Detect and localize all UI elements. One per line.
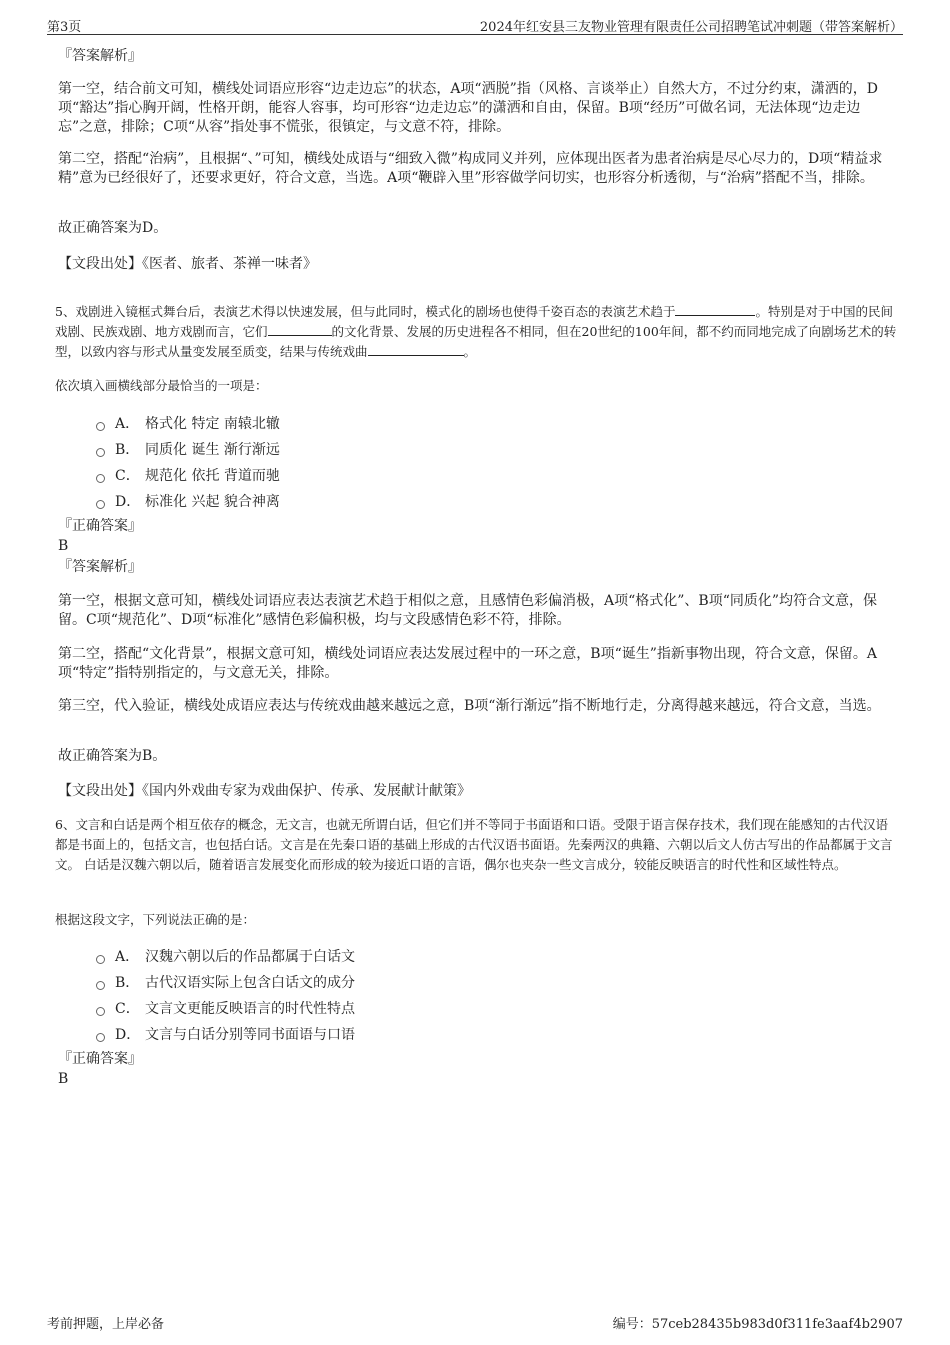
q6-options bbox=[96, 943, 355, 1047]
blank-1 bbox=[675, 303, 755, 316]
q5-analysis-p3: 第三空，代入验证，横线处成语应表达与传统戏曲越来越远之意，B项“渐行渐远”指不断地行走，分离得越来越远，符合文意，当选。 bbox=[58, 698, 881, 714]
radio-icon[interactable] bbox=[96, 1007, 105, 1016]
q5-option-b[interactable]: B． 同质化 诞生 渐行渐远 bbox=[96, 436, 280, 462]
q5-prompt: 依次填入画横线部分最恰当的一项是： bbox=[55, 378, 268, 393]
page-header bbox=[47, 14, 903, 35]
q6-option-d[interactable]: D． 文言与白话分别等同书面语与口语 bbox=[96, 1021, 355, 1047]
document-title: 2024年红安县三友物业管理有限责任公司招聘笔试冲刺题（带答案解析） bbox=[479, 20, 903, 35]
q6-prompt: 根据这段文字，下列说法正确的是： bbox=[55, 912, 256, 927]
radio-icon[interactable] bbox=[96, 422, 105, 431]
q5-analysis-label: 『答案解析』 bbox=[58, 559, 142, 575]
radio-icon[interactable] bbox=[96, 981, 105, 990]
blank-2 bbox=[268, 323, 332, 336]
q5-answer: B bbox=[58, 538, 69, 554]
footer-code: 编号：57ceb28435b983d0f311fe3aaf4b2907 bbox=[612, 1317, 903, 1332]
q5-stem: 5、戏剧进入镜框式舞台后，表演艺术得以快速发展，但与此同时，模式化的剧场也使得千姿百态的表演艺术趋于 。特别是对于中国的民间戏剧、民族戏剧、地方戏剧而言，它们 的文化背景、发展的历史进程各不相同，但在20世纪的100年间，都不约而同地完成了向剧场艺术的转型，以致内容与形式从量变发展至质变，结果与传统戏曲 。 bbox=[55, 304, 897, 359]
q5-conclusion: 故正确答案为B。 bbox=[58, 748, 167, 764]
q5-answer-label: 『正确答案』 bbox=[58, 518, 142, 534]
q6-option-b[interactable]: B． 古代汉语实际上包含白话文的成分 bbox=[96, 969, 355, 995]
q5-options bbox=[96, 410, 280, 514]
q6-answer: B bbox=[58, 1071, 69, 1087]
q5-analysis-p2: 第二空，搭配“文化背景”，根据文意可知，横线处词语应表达发展过程中的一环之意，B项“诞生”指新事物出现，符合文意，保留。A项“特定”指特别指定的，与文意无关，排除。 bbox=[58, 646, 878, 681]
radio-icon[interactable] bbox=[96, 474, 105, 483]
blank-3 bbox=[368, 343, 464, 356]
q5-analysis-p1: 第一空，根据文意可知，横线处词语应表达表演艺术趋于相似之意，且感情色彩偏消极，A项“格式化”、B项“同质化”均符合文意，保留。C项“规范化”、D项“标准化”感情色彩偏积极，均与文段感情色彩不符，排除。 bbox=[58, 593, 878, 628]
q4-conclusion: 故正确答案为D。 bbox=[58, 220, 168, 236]
q6-option-a[interactable]: A． 汉魏六朝以后的作品都属于白话文 bbox=[96, 943, 355, 969]
q4-source: 【文段出处】《医者、旅者、茶禅一味者》 bbox=[58, 256, 317, 272]
q5-option-c[interactable]: C． 规范化 依托 背道而驰 bbox=[96, 462, 280, 488]
radio-icon[interactable] bbox=[96, 955, 105, 964]
footer-slogan: 考前押题，上岸必备 bbox=[47, 1317, 165, 1332]
radio-icon[interactable] bbox=[96, 1033, 105, 1042]
q5-option-d[interactable]: D． 标准化 兴起 貌合神离 bbox=[96, 488, 280, 514]
q6-answer-label: 『正确答案』 bbox=[58, 1051, 142, 1067]
q4-analysis-p2: 第二空，搭配“治病”，且根据“、”可知，横线处成语与“细致入微”构成同义并列，应体现出医者为患者治病是尽心尽力的，D项“精益求精”意为已经很好了，还要求更好，符合文意，当选。A项“鞭辟入里”形容做学问切实，也形容分析透彻，与“治病”搭配不当，排除。 bbox=[58, 151, 883, 186]
radio-icon[interactable] bbox=[96, 500, 105, 509]
radio-icon[interactable] bbox=[96, 448, 105, 457]
q6-option-c[interactable]: C． 文言文更能反映语言的时代性特点 bbox=[96, 995, 355, 1021]
q4-analysis-label: 『答案解析』 bbox=[58, 48, 142, 64]
q5-source: 【文段出处】《国内外戏曲专家为戏曲保护、传承、发展献计献策》 bbox=[58, 783, 471, 799]
q4-analysis-p1: 第一空，结合前文可知，横线处词语应形容“边走边忘”的状态，A项“洒脱”指（风格、言谈举止）自然大方，不过分约束，潇洒的，D项“豁达”指心胸开阔，性格开朗，能容人容事，均可形容“边走边忘”的潇洒和自由，保留。B项“经历”可做名词，无法体现“边走边忘”之意，排除；C项“从容”指处事不慌张，很镇定，与文意不符，排除。 bbox=[58, 81, 878, 135]
q5-option-a[interactable]: A． 格式化 特定 南辕北辙 bbox=[96, 410, 280, 436]
q6-stem: 6、文言和白话是两个相互依存的概念，无文言，也就无所谓白话，但它们并不等同于书面语和口语。受限于语言保存技术，我们现在能感知的古代汉语都是书面上的，包括文言，也包括白话。文言是在先秦口语的基础上形成的古代汉语书面语。先秦两汉的典籍、六朝以后文人仿古写出的作品都属于文言文。 白话是汉魏六朝以后，随着语言发展变化而形成的较为接近口语的言语，偶尔也夹杂一些文言成分，较能反映语言的时代性和区域性特点。 bbox=[55, 817, 893, 872]
page-number: 第3页 bbox=[47, 20, 82, 35]
